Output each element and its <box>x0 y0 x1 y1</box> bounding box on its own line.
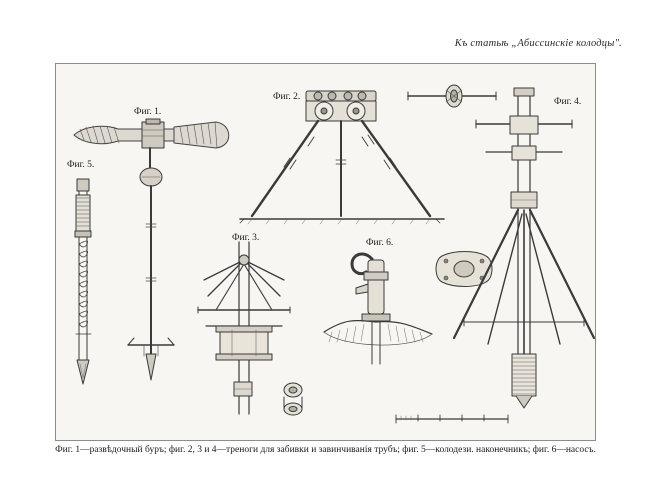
fig-label-4: Фиг. 4. <box>554 97 582 107</box>
fig-4-drawing <box>454 88 594 408</box>
fig-6-drawing <box>324 254 432 364</box>
fig-3-drawing <box>198 242 290 414</box>
fig-label-3: Фиг. 3. <box>232 233 260 243</box>
fig-label-2: Фиг. 2. <box>273 92 301 102</box>
fig-label-5: Фиг. 5. <box>67 160 95 170</box>
fig-5-drawing <box>75 179 91 384</box>
ring-clamp-detail <box>284 383 302 415</box>
fig-2-drawing <box>240 91 444 224</box>
illustration-plate <box>55 63 596 441</box>
fig-label-6: Фиг. 6. <box>366 238 394 248</box>
bottom-caption: Фиг. 1—развѣдочный буръ; фиг. 2, 3 и 4—треноги для забивки и завинчиванія трубъ; фиг. 5—колодези. наконечникъ; фиг. 6—насосъ. <box>55 445 596 455</box>
engraving-artwork <box>56 64 595 440</box>
fig-2-clamp-detail <box>408 85 496 107</box>
scale-bar-drawing <box>396 415 508 423</box>
fig-label-1: Фиг. 1. <box>134 107 162 117</box>
top-caption: Къ статьѣ „Абиссинскіе колодцы". <box>454 38 622 49</box>
fig-1-drawing <box>74 119 229 380</box>
plate-artwork <box>56 64 595 440</box>
